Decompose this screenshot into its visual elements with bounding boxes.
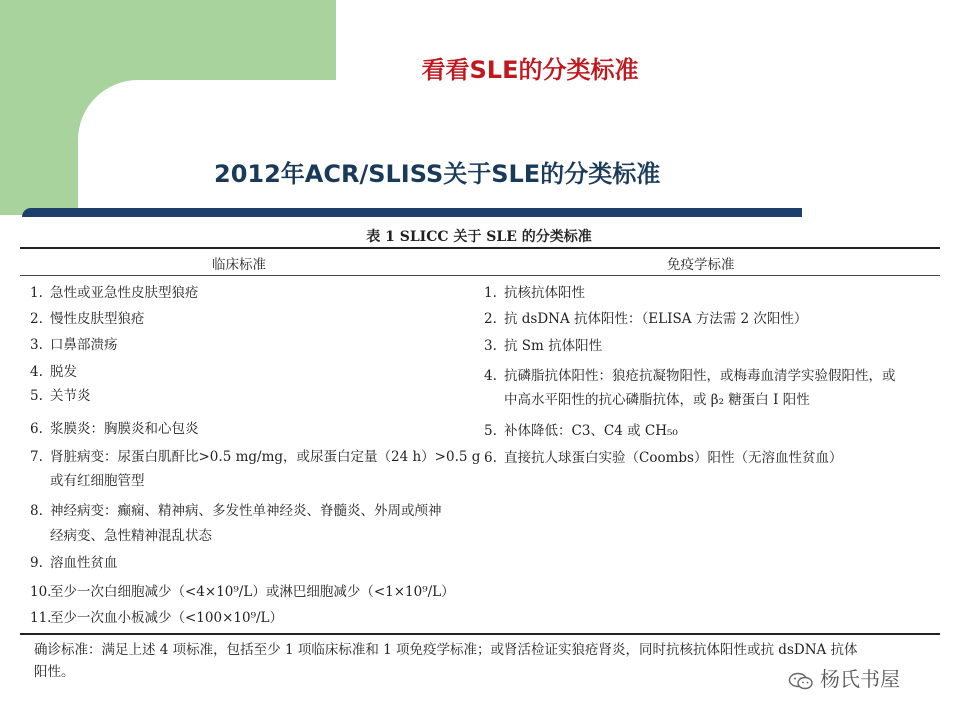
watermark [788,663,900,692]
note-line: 阳性。 [34,664,75,680]
title-underline-bar [22,208,802,217]
immunological-item: 6. 直接抗人球蛋白实验（Coombs）阳性（无溶血性贫血） [484,450,843,466]
clinical-item: 11.至少一次血小板减少（<100×10⁹/L） [30,610,283,626]
criteria-table-image [12,217,946,687]
clinical-item: 5. 关节炎 [30,388,91,404]
clinical-item: 9. 溶血性贫血 [30,555,118,571]
wechat-icon [788,672,814,690]
clinical-item: 7. 肾脏病变：尿蛋白肌酐比>0.5 mg/mg，或尿蛋白定量（24 h）>0.5 g [30,449,481,465]
table-title: 表 1 SLICC 关于 SLE 的分类标准 [366,229,592,245]
clinical-item: 4. 脱发 [30,364,77,380]
clinical-header: 临床标准 [212,257,266,273]
immunological-item: 3. 抗 Sm 抗体阳性 [484,338,603,354]
slide-title: 看看SLE的分类标准 [421,56,639,84]
clinical-item: 8. 神经病变：癫痫、精神病、多发性单神经炎、脊髓炎、外周或颅神 [30,503,442,519]
note-line: 确诊标准：满足上述 4 项标准，包括至少 1 项临床标准和 1 项免疫学标准；或肾活检证实狼疮肾炎，同时抗核抗体阳性或抗 dsDNA 抗体 [34,642,858,658]
slide-subtitle: 2012年ACR/SLISS关于SLE的分类标准 [214,160,661,188]
table-top-rule [20,247,940,249]
clinical-item-continued: 经病变、急性精神混乱状态 [50,528,212,544]
clinical-item: 6. 浆膜炎：胸膜炎和心包炎 [30,421,199,437]
clinical-item: 3. 口鼻部溃疡 [30,337,118,353]
clinical-item-continued: 或有红细胞管型 [50,473,145,489]
immunological-item: 5. 补体降低：C3、C4 或 CH₅₀ [484,423,678,439]
header-rule [20,275,940,276]
immunological-item: 4. 抗磷脂抗体阳性：狼疮抗凝物阳性，或梅毒血清学实验假阳性，或 [484,368,896,384]
clinical-item: 2. 慢性皮肤型狼疮 [30,311,145,327]
immunological-item: 1. 抗核抗体阳性 [484,285,585,301]
immunological-item: 2. 抗 dsDNA 抗体阳性：（ELISA 方法需 2 次阳性） [484,311,808,327]
immunological-header: 免疫学标准 [667,257,735,273]
immunological-item-continued: 中高水平阳性的抗心磷脂抗体，或 β₂ 糖蛋白 I 阳性 [504,392,810,408]
clinical-item: 1. 急性或亚急性皮肤型狼疮 [30,285,199,301]
watermark-text: 杨氏书屋 [820,667,900,691]
table-bottom-rule [20,633,940,635]
clinical-item: 10.至少一次白细胞减少（<4×10⁹/L）或淋巴细胞减少（<1×10⁹/L） [30,584,455,600]
